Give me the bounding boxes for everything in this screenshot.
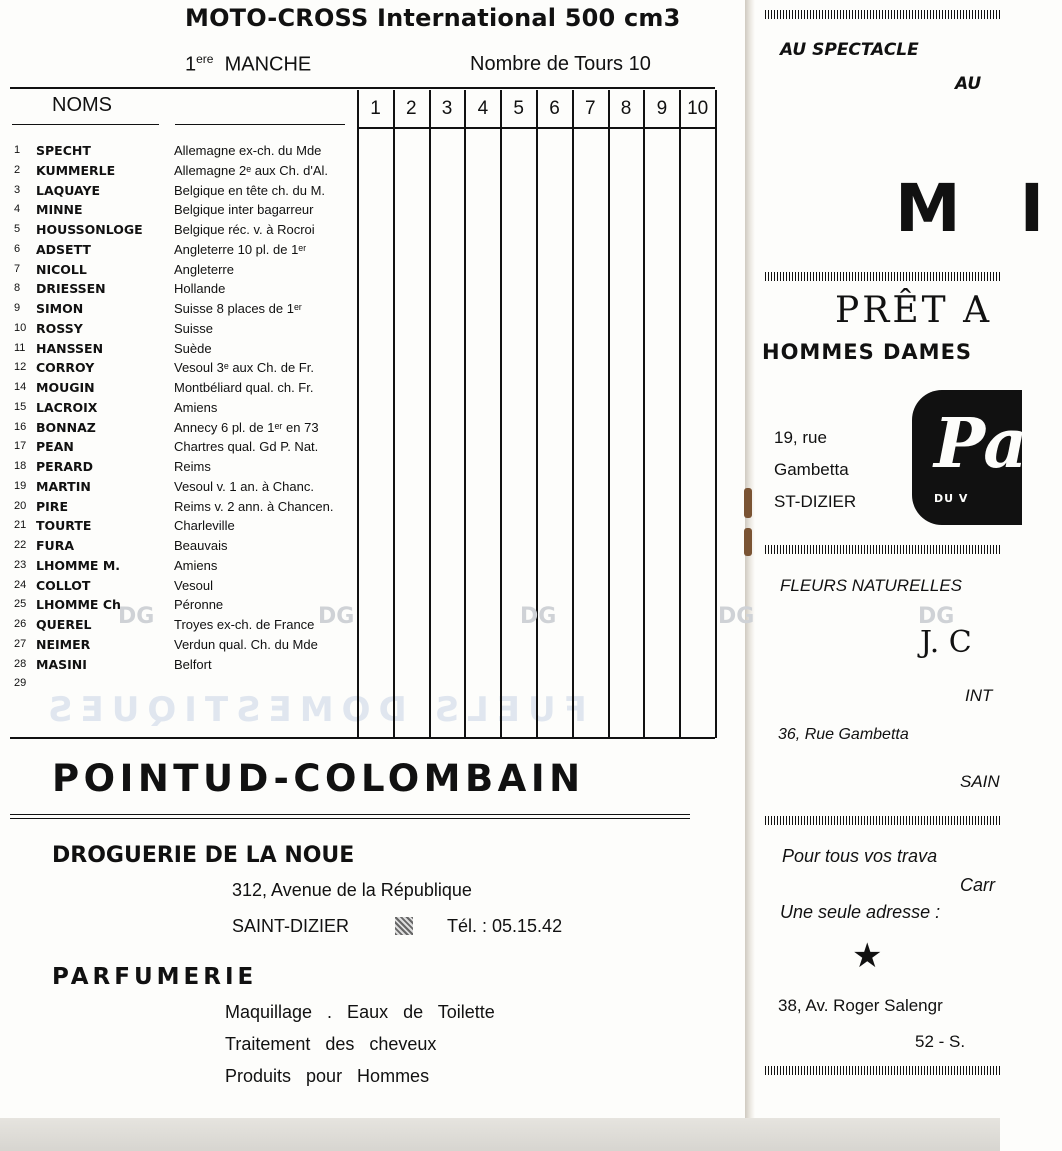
- rider-name: SIMON: [36, 301, 84, 316]
- table-row: [0, 280, 350, 300]
- table-row: [0, 537, 350, 557]
- rider-number: 16: [14, 420, 27, 433]
- rider-number: 5: [14, 223, 21, 235]
- stain-mark: [744, 488, 752, 518]
- rider-number: 17: [14, 440, 27, 453]
- parfumerie-line-1: Maquillage . Eaux de Toilette: [225, 1002, 495, 1022]
- table-row: [0, 636, 350, 656]
- dept-text: 52 - S.: [915, 1032, 966, 1051]
- hommes-dames-text: HOMMES DAMES: [762, 340, 973, 364]
- lap-header: 4: [477, 98, 489, 119]
- table-row: [0, 201, 350, 221]
- rider-detail: Vesoul 3ᵉ aux Ch. de Fr.: [174, 360, 314, 376]
- rider-detail: Suisse: [174, 320, 214, 336]
- table-row: [0, 142, 350, 162]
- table-row: [0, 478, 350, 498]
- table-row: [0, 182, 350, 202]
- rider-detail: Vesoul v. 1 an. à Chanc.: [174, 478, 314, 494]
- ghost-watermark: DG: [918, 604, 955, 629]
- rue-number: 19, rue: [774, 428, 827, 447]
- rider-name: BONNAZ: [36, 419, 96, 435]
- page-title: MOTO-CROSS International 500 cm3: [185, 4, 681, 32]
- page-bottom-edge: [0, 1118, 1000, 1151]
- inter-text: INT: [965, 686, 993, 705]
- rider-detail: Reims: [174, 459, 211, 474]
- rider-number: 25: [14, 598, 27, 611]
- rider-number: 26: [14, 618, 27, 630]
- rider-number: 7: [14, 262, 21, 275]
- table-row: [0, 399, 350, 419]
- ghost-watermark: DG: [318, 604, 355, 629]
- rider-number: 4: [14, 203, 21, 216]
- j-initial-text: J. C: [920, 625, 972, 660]
- rider-detail: Vesoul: [174, 577, 214, 593]
- table-row: [0, 419, 350, 439]
- table-row: [0, 458, 350, 478]
- rider-number: 22: [14, 539, 27, 551]
- rider-number: 9: [14, 302, 21, 314]
- rider-number: 15: [14, 400, 27, 413]
- rider-name: LHOMME Ch.: [36, 597, 126, 613]
- table-row: [0, 656, 350, 676]
- droguerie-heading: DROGUERIE DE LA NOUE: [52, 843, 355, 868]
- table-row: [0, 261, 350, 281]
- fleurs-text: FLEURS NATURELLES: [780, 576, 963, 595]
- rider-number: 14: [14, 381, 27, 393]
- hatch-rule: [765, 272, 1000, 281]
- rider-name: ROSSY: [36, 320, 83, 336]
- telephone-line: Tél. : 05.15.42: [447, 916, 563, 936]
- rider-number: 3: [14, 183, 21, 196]
- lap-header: 7: [585, 98, 596, 119]
- lap-header: 8: [620, 98, 632, 119]
- rider-name: NEIMER: [36, 636, 91, 652]
- rider-number: 21: [14, 519, 27, 532]
- lap-column-line: [715, 90, 717, 738]
- rider-number: 27: [14, 637, 27, 650]
- rider-detail: Montbéliard qual. ch. Fr.: [174, 380, 314, 395]
- spectacle-text: AU SPECTACLE: [780, 40, 919, 60]
- rider-detail: Péronne: [174, 597, 224, 613]
- rider-number: 29: [14, 677, 27, 690]
- rue-city: ST-DIZIER: [774, 492, 857, 511]
- une-text: Une seule adresse :: [780, 902, 941, 922]
- address-line: 312, Avenue de la République: [232, 880, 472, 900]
- pret-text: PRÊT A: [835, 290, 993, 331]
- table-row: [0, 498, 350, 518]
- lap-column-line: [464, 90, 466, 738]
- rider-detail: Suisse 8 places de 1ᵉʳ: [174, 301, 302, 316]
- ghost-watermark: DG: [520, 604, 557, 629]
- ghost-watermark: DG: [118, 604, 155, 629]
- rider-name: HOUSSONLOGE: [36, 222, 143, 237]
- rider-name: HANSSEN: [36, 340, 104, 356]
- rider-number: 18: [14, 460, 27, 472]
- parfumerie-line-2: Traitement des cheveux: [225, 1034, 437, 1054]
- table-row: [0, 596, 350, 616]
- pour-text: Pour tous vos trava: [782, 846, 938, 866]
- table-row: [0, 320, 350, 340]
- table-row: [0, 379, 350, 399]
- rue-name: Gambetta: [774, 460, 849, 479]
- city-line: SAINT-DIZIER: [232, 916, 350, 936]
- hatch-rule: [765, 1066, 1000, 1075]
- carr-text: Carr: [960, 875, 995, 895]
- rider-detail: Beauvais: [174, 538, 228, 553]
- rider-name: PERARD: [36, 459, 94, 474]
- parfumerie-heading: PARFUMERIE: [52, 964, 258, 990]
- hatch-rule: [765, 10, 1000, 19]
- lap-column-line: [643, 90, 645, 738]
- rider-number: 24: [14, 578, 27, 591]
- rider-name: MOUGIN: [36, 380, 95, 395]
- lap-column-line: [679, 90, 681, 738]
- hatch-rule: [765, 816, 1000, 825]
- rider-name: COLLOT: [36, 577, 91, 593]
- rider-name: ADSETT: [36, 241, 91, 257]
- lap-column-line: [429, 90, 431, 738]
- table-row: [0, 300, 350, 320]
- lap-header: 2: [406, 98, 417, 119]
- table-row: [0, 241, 350, 261]
- rider-number: 19: [14, 479, 27, 492]
- rider-detail: Angleterre: [174, 261, 234, 277]
- rider-detail: Hollande: [174, 281, 226, 297]
- rider-name: TOURTE: [36, 518, 92, 534]
- lap-column-line: [357, 90, 359, 738]
- rider-name: MASINI: [36, 656, 87, 672]
- rider-detail: Reims v. 2 ann. à Chancen.: [174, 498, 334, 514]
- lap-header: 1: [370, 98, 381, 119]
- lap-column-line: [608, 90, 610, 738]
- manche-number: 1: [185, 53, 197, 76]
- lap-header: 10: [687, 98, 709, 119]
- table-row: [0, 221, 350, 241]
- rider-name: LAQUAYE: [36, 182, 101, 198]
- ghost-text-fuels: FUELS DOMESTIQUES: [40, 690, 587, 730]
- rider-detail: Amiens: [174, 557, 218, 573]
- rider-number: 11: [14, 341, 26, 354]
- table-row: [0, 340, 350, 360]
- rider-number: 2: [14, 163, 21, 176]
- phone-box-icon: [395, 917, 413, 935]
- rider-detail: Troyes ex-ch. de France: [174, 617, 315, 632]
- lap-header-rule: [357, 127, 715, 129]
- lap-column-line: [393, 90, 395, 738]
- hatch-rule: [765, 545, 1000, 554]
- ghost-watermark: DG: [718, 604, 755, 629]
- rider-detail: Allemagne 2ᵉ aux Ch. d'Al.: [174, 162, 329, 178]
- manche-ordinal: ere: [196, 52, 214, 66]
- rider-name: LACROIX: [36, 399, 98, 415]
- rider-detail: Suède: [174, 340, 212, 356]
- rider-number: 10: [14, 321, 27, 334]
- brand-pointud-colombain: POINTUD-COLOMBAIN: [52, 757, 585, 800]
- rider-name: SPECHT: [36, 143, 91, 158]
- rider-detail: Belgique en tête ch. du M.: [174, 182, 326, 198]
- page-fold: [745, 0, 755, 1151]
- rider-name: LHOMME M.: [36, 557, 121, 573]
- rider-detail: Annecy 6 pl. de 1ᵉʳ en 73: [174, 419, 319, 435]
- au-text: AU: [955, 74, 982, 94]
- rider-name: FURA: [36, 538, 74, 553]
- lap-header: 3: [441, 98, 453, 119]
- rider-name: PEAN: [36, 439, 74, 455]
- sain-text: SAIN: [960, 772, 1000, 791]
- lap-column-line: [572, 90, 574, 738]
- lap-header: 9: [656, 98, 668, 119]
- rider-name: DRIESSEN: [36, 281, 106, 297]
- rider-name: CORROY: [36, 360, 95, 376]
- rider-detail: Verdun qual. Ch. du Mde: [174, 636, 318, 652]
- roger-text: 38, Av. Roger Salengr: [778, 996, 943, 1015]
- brand-rule-thin: [10, 818, 690, 819]
- rider-name: MARTIN: [36, 478, 91, 494]
- logo-subtitle: DU V: [934, 492, 969, 505]
- table-row: [0, 616, 350, 636]
- table-row: [0, 557, 350, 577]
- rider-number: 1: [14, 144, 21, 156]
- rider-number: 23: [14, 558, 27, 571]
- rider-detail: Angleterre 10 pl. de 1ᵉʳ: [174, 241, 307, 257]
- big-m-text: M I: [895, 170, 1062, 247]
- rider-detail: Charleville: [174, 518, 235, 534]
- table-bottom-rule: [10, 737, 715, 739]
- table-row: [0, 577, 350, 597]
- rider-number: 28: [14, 657, 27, 670]
- star-icon: ★: [852, 937, 883, 975]
- noms-header: NOMS: [52, 94, 112, 116]
- rider-number: 20: [14, 499, 27, 512]
- rider-detail: Amiens: [174, 399, 218, 415]
- lap-grid: [357, 90, 715, 738]
- rider-name: KUMMERLE: [36, 162, 116, 178]
- parfumerie-line-3: Produits pour Hommes: [225, 1066, 430, 1086]
- rider-detail: Belgique réc. v. à Rocroi: [174, 222, 315, 237]
- rider-name: PIRE: [36, 498, 68, 514]
- table-row: [0, 359, 350, 379]
- lap-header: 6: [549, 98, 560, 119]
- table-row: [0, 162, 350, 182]
- table-row: [0, 438, 350, 458]
- brand-rule: [10, 814, 690, 815]
- rider-name: QUEREL: [36, 617, 92, 632]
- lap-column-line: [536, 90, 538, 738]
- lap-column-line: [500, 90, 502, 738]
- lap-header: 5: [513, 98, 524, 119]
- rider-name: MINNE: [36, 202, 83, 218]
- tours-count: Nombre de Tours 10: [470, 53, 651, 75]
- rider-number: 6: [14, 242, 21, 255]
- rider-name: NICOLL: [36, 261, 87, 277]
- rider-number: 12: [14, 361, 27, 374]
- rider-list: [0, 0, 350, 740]
- stain-mark: [744, 528, 752, 556]
- table-row: [0, 517, 350, 537]
- rider-detail: Chartres qual. Gd P. Nat.: [174, 439, 319, 455]
- rider-detail: Allemagne ex-ch. du Mde: [174, 143, 322, 158]
- rider-number: 8: [14, 282, 21, 295]
- shop-logo: [912, 390, 1028, 525]
- manche-text: MANCHE: [224, 53, 312, 76]
- rue2-text: 36, Rue Gambetta: [778, 726, 909, 743]
- table-row: [0, 675, 350, 695]
- rider-detail: Belfort: [174, 656, 212, 672]
- rider-detail: Belgique inter bagarreur: [174, 202, 314, 218]
- logo-letters: Pa: [934, 404, 1028, 484]
